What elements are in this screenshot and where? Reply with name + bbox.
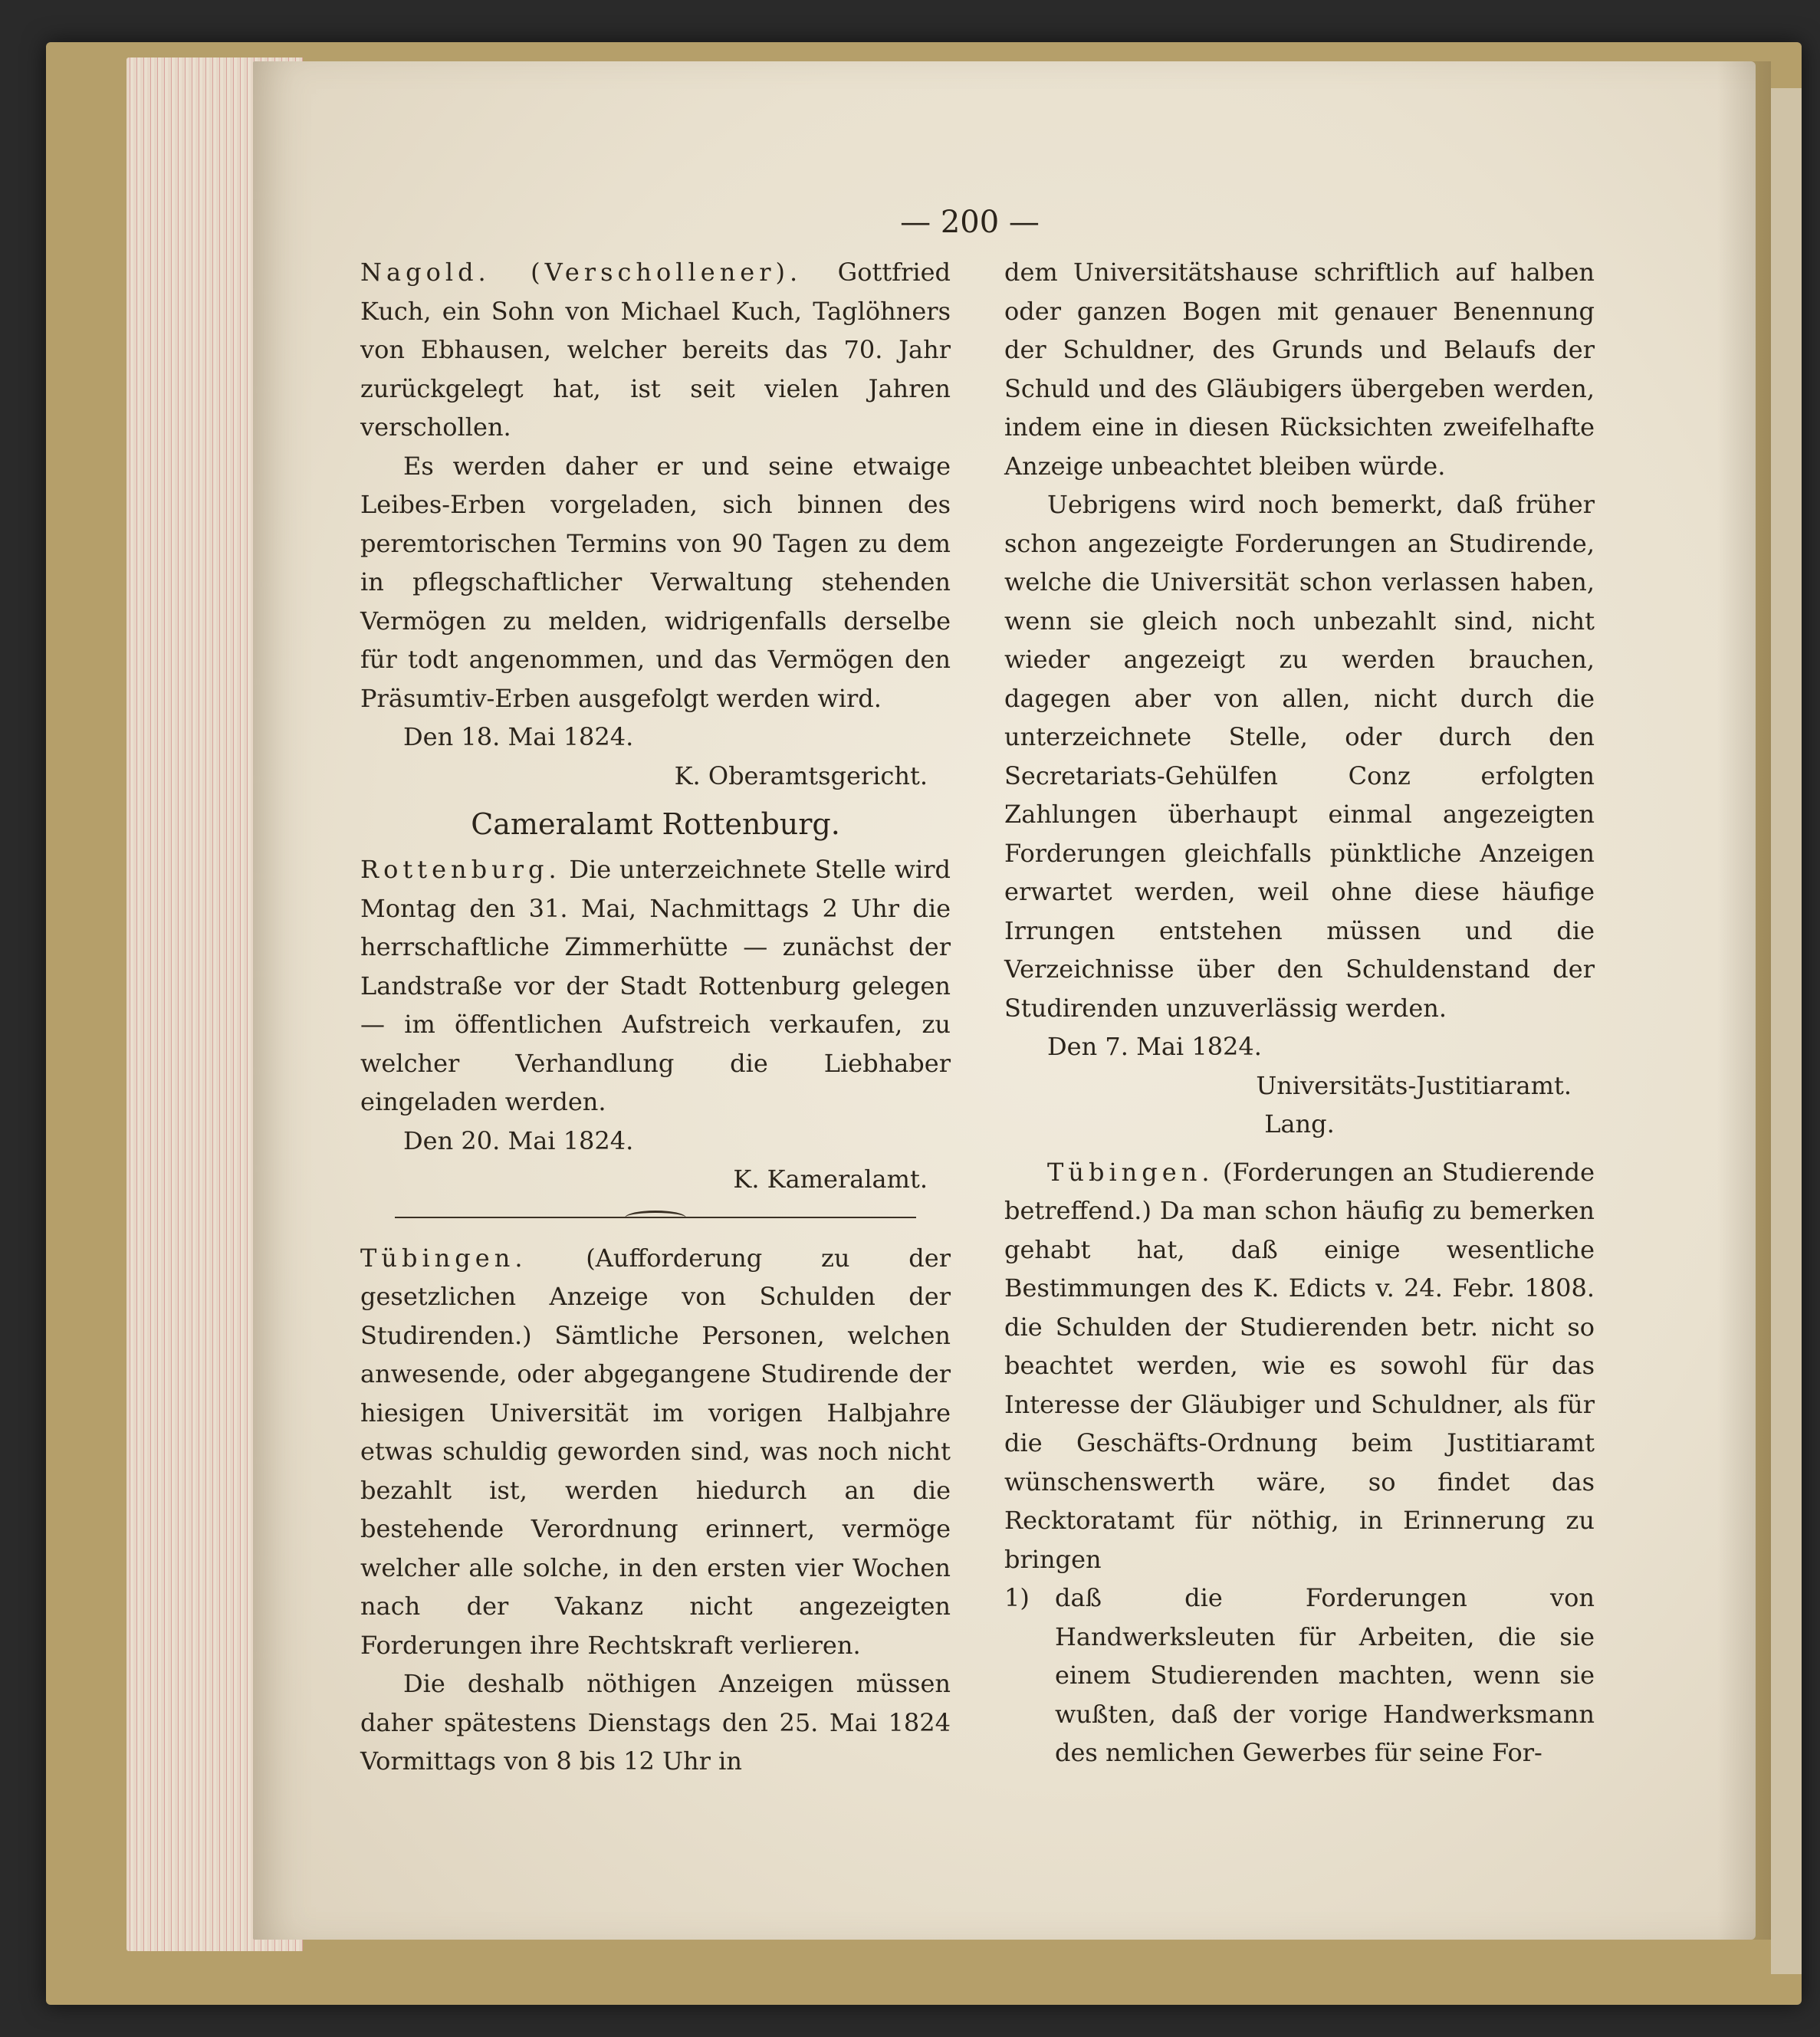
notice-text: Gottfried Kuch, ein Sohn von Michael Kuch, Taglöhners von Ebhausen, welcher bereits das 70. Jahr zurückgelegt hat, ist seit vielen Jahren verschollen. [360, 258, 951, 442]
notice-paragraph: Uebrigens wird noch bemerkt, daß früher schon angezeigte Forderungen an Studirende, welche die Universität schon verlassen haben, wenn sie gleich noch unbezahlt sind, nicht wieder angezeigt zu werden brauchen, dagegen aber von allen, nicht durch die unterzeichnete Stelle, oder durch den Secretariats-Gehülfen Conz erfolgten Zahlungen überhaupt einmal angezeigten Forderungen gleichfalls pünktliche Anzeigen erwartet werden, weil ohne diese häufige Irrungen entstehen müssen und die Verzeichnisse über den Schuldenstand der Studirenden unzuverlässig werden. [1004, 490, 1595, 1023]
text-columns [360, 253, 1595, 1781]
page-number: — 200 — [900, 205, 1040, 240]
notice-date: Den 18. Mai 1824. [403, 722, 634, 751]
notice-date: Den 20. Mai 1824. [403, 1125, 634, 1155]
right-column [1004, 253, 1595, 1781]
notice-signature: Universitäts-Justitiaramt. [1256, 1070, 1572, 1100]
facing-page-edge [1771, 88, 1802, 1974]
notice-paragraph: Es werden daher er und seine etwaige Leibes-Erben vorgeladen, sich binnen des peremtorischen Termins von 90 Tagen zu dem in pflegschaftlicher Verwaltung stehenden Vermögen zu melden, widrigenfalls derselbe für todt angenommen, und das Vermögen den Präsumtiv-Erben ausgefolgt werden wird. [360, 451, 951, 713]
section-heading: Cameralamt Rottenburg. [471, 807, 840, 841]
notice-date: Den 7. Mai 1824. [1047, 1032, 1262, 1061]
notice-text: (Aufforderung zu der gesetzlichen Anzeige von Schulden der Studirenden.) Sämtliche Personen, welchen anwesende, oder abgegangene Studirende der hiesigen Universität im vorigen Halbjahre etwas schuldig geworden sind, was noch nicht bezahlt ist, werden hiedurch an die bestehende Verordnung erinnert, vermöge welcher alle solche, in den ersten vier Wochen nach der Vakanz nicht angezeigten Forderungen ihre Rechtskraft verlieren. [360, 1243, 951, 1660]
notice-lead: Nagold. (Verschollener). [360, 258, 803, 287]
left-column [360, 253, 951, 1781]
notice-text: (Forderungen an Studierende betreffend.) Da man schon häufig zu bemerken gehabt hat, daß einige wesentliche Bestimmungen des K. Edicts v. 24. Febr. 1808. die Schulden der Studierenden betr. nicht so beachtet werden, wie es sowohl für das Interesse der Gläubiger und Schuldner, als für die Geschäfts-Ordnung beim Justitiaramt wünschenswerth wäre, so findet das Recktoratamt für nöthig, in Erinnerung zu bringen [1004, 1157, 1595, 1574]
notice-signature: K. Kameralamt. [733, 1165, 928, 1194]
ornamental-divider [360, 1204, 951, 1231]
notice-paragraph: Die deshalb nöthigen Anzeigen müssen daher spätestens Dienstags den 25. Mai 1824 Vormittags von 8 bis 12 Uhr in [360, 1669, 951, 1776]
continuation-text: dem Universitätshause schriftlich auf halben oder ganzen Bogen mit genauer Benennung der Schuldner, des Grunds und Belaufs der Schuld und des Gläubigers übergeben werden, indem eine in diesen Rücksichten zweifelhafte Anzeige unbeachtet bleiben würde. [1004, 258, 1595, 481]
notice-nagold [360, 253, 951, 447]
notice-signature-name: Lang. [1264, 1109, 1335, 1138]
list-item [1004, 1579, 1595, 1773]
notice-text: Die unterzeichnete Stelle wird Montag den 31. Mai, Nachmittags 2 Uhr die herrschaftliche Zimmerhütte — zunächst der Landstraße vor der Stadt Rottenburg gelegen — im öffentlichen Aufstreich verkaufen, zu welcher Verhandlung die Liebhaber eingeladen werden. [360, 855, 951, 1116]
notice-lead: Tübingen. [360, 1243, 527, 1273]
notice-tuebingen-2 [1004, 1153, 1595, 1579]
list-item-number: 1) [1004, 1583, 1030, 1612]
page-text [360, 199, 1595, 1781]
notice-lead: Rottenburg. [360, 855, 561, 884]
gutter-shadow [1717, 61, 1771, 1940]
notice-signature: K. Oberamtsgericht. [674, 761, 928, 790]
notice-rottenburg [360, 850, 951, 1122]
notice-lead: Tübingen. [1047, 1157, 1214, 1187]
list-item-text: daß die Forderungen von Handwerksleuten für Arbeiten, die sie einem Studierenden machten, wenn sie wußten, daß der vorige Handwerksmann des nemlichen Gewerbes für seine For- [1055, 1583, 1595, 1767]
notice-tuebingen [360, 1239, 951, 1665]
